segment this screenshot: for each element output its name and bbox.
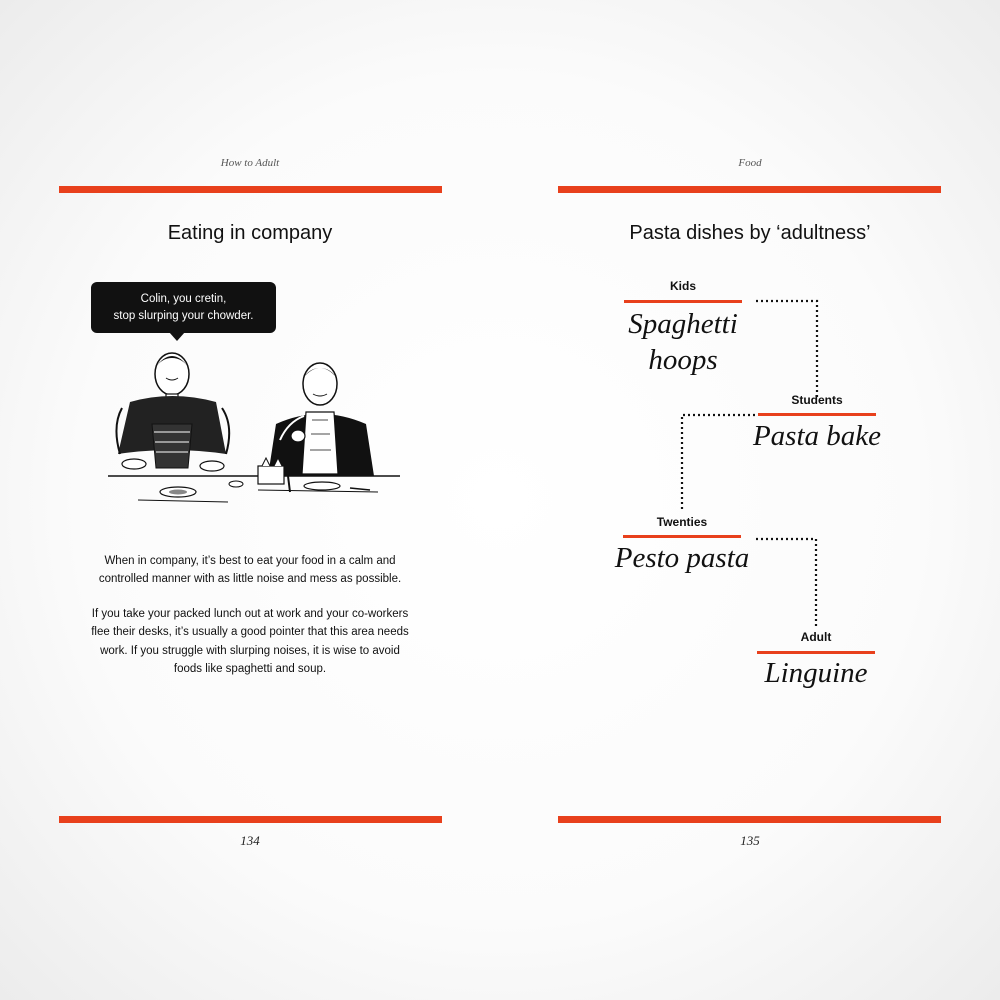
page-title: Pasta dishes by ‘adultness’	[629, 222, 871, 244]
stage-dish-line-1: Linguine	[764, 657, 868, 689]
stage-dish-line-1: Pesto pasta	[614, 542, 750, 574]
page-number: 135	[740, 833, 760, 848]
bottom-accent-rule	[558, 816, 941, 823]
stage-dish	[592, 540, 772, 576]
body-paragraph-1: When in company, it’s best to eat your food in a calm and controlled manner with as little noise and mess as possible.	[98, 555, 402, 586]
top-accent-rule	[59, 186, 442, 193]
right-page	[500, 0, 1000, 1000]
stage-accent-rule	[624, 300, 742, 303]
page-title: Eating in company	[167, 222, 333, 244]
stage-accent-rule	[757, 651, 875, 654]
running-head: How to Adult	[220, 157, 280, 169]
page-number: 134	[240, 833, 260, 848]
stage-label: Students	[791, 393, 843, 407]
chart-connectors	[500, 0, 1000, 1000]
running-head: Food	[738, 157, 762, 169]
stage-accent-rule	[758, 413, 876, 416]
stage-dish-line-2: hoops	[648, 344, 718, 376]
speech-bubble-line-2: stop slurping your chowder.	[113, 309, 254, 322]
stage-dish	[593, 306, 773, 378]
body-paragraph-2: If you take your packed lunch out at work and your co-workers flee their desks, it’s usually a good pointer that this area needs work. If you struggle with slurping noises, it is wise to avoid foods like spaghetti and soup.	[91, 608, 409, 675]
stage-dish	[727, 418, 907, 454]
stage-label: Adult	[800, 630, 832, 644]
stage-label: Twenties	[656, 515, 708, 529]
stage-accent-rule	[623, 535, 741, 538]
bottom-accent-rule	[59, 816, 442, 823]
speech-bubble	[91, 282, 276, 333]
vintage-dinner-couple-illustration	[108, 342, 400, 508]
speech-bubble-line-1: Colin, you cretin,	[140, 292, 227, 305]
stage-label: Kids	[669, 279, 696, 293]
stage-dish	[726, 655, 906, 691]
stage-dish-line-1: Spaghetti	[628, 308, 738, 340]
stage-dish-line-1: Pasta bake	[752, 420, 882, 452]
